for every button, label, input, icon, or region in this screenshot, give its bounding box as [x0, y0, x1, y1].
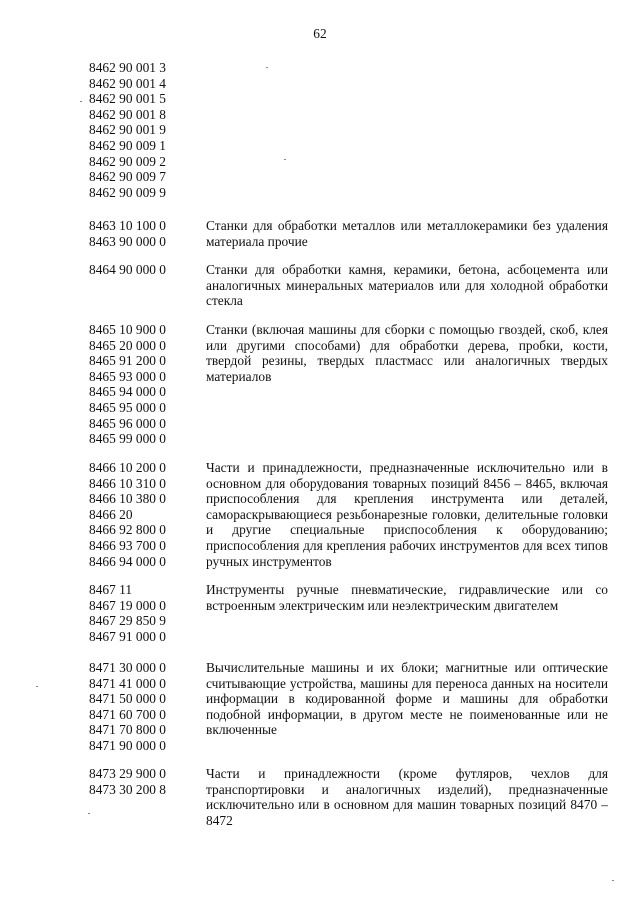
- initial-code-list: [89, 60, 199, 200]
- tariff-code: 8465 10 900 0: [89, 322, 166, 337]
- tariff-code: 8464 90 000 0: [89, 262, 166, 277]
- group-description: Инструменты ручные пневматические, гидравлические или со встроенным электрическим или неэлектрическим двигателем: [206, 582, 608, 613]
- scan-speck: [284, 159, 286, 160]
- tariff-code: 8462 90 001 4: [89, 75, 166, 91]
- group-code-list: [89, 322, 201, 447]
- tariff-code: 8465 95 000 0: [89, 399, 166, 415]
- scan-speck: [266, 67, 268, 68]
- tariff-code: 8471 41 000 0: [89, 675, 166, 691]
- tariff-code: 8471 70 800 0: [89, 722, 166, 738]
- tariff-code: 8463 90 000 0: [89, 233, 166, 249]
- tariff-code: 8462 90 001 3: [89, 60, 166, 75]
- tariff-code: 8465 99 000 0: [89, 431, 166, 447]
- tariff-code: 8467 29 850 9: [89, 613, 166, 629]
- tariff-code: 8466 20: [89, 506, 133, 522]
- tariff-code: 8462 90 009 1: [89, 137, 166, 153]
- tariff-code: 8465 91 200 0: [89, 353, 166, 369]
- tariff-code: 8462 90 009 7: [89, 169, 166, 185]
- tariff-code: 8466 94 000 0: [89, 553, 166, 569]
- tariff-code: 8465 94 000 0: [89, 384, 166, 400]
- tariff-code: 8466 93 700 0: [89, 537, 166, 553]
- scan-speck: [80, 101, 82, 102]
- group-code-list: [89, 262, 201, 278]
- group-code-list: [89, 460, 201, 569]
- scan-speck: [612, 880, 614, 881]
- tariff-code: 8463 10 100 0: [89, 218, 166, 233]
- tariff-code: 8471 60 700 0: [89, 706, 166, 722]
- tariff-code: 8471 30 000 0: [89, 660, 166, 675]
- group-description: Части и принадлежности (кроме футляров, чехлов для транспортировки и аналогичных изделий), предназначенные исключительно или в основном для машин товарных позиций 8470 – 8472: [206, 766, 608, 828]
- tariff-code: 8462 90 001 5: [89, 91, 166, 107]
- tariff-code: 8462 90 001 9: [89, 122, 166, 138]
- tariff-code: 8473 29 900 0: [89, 766, 166, 781]
- tariff-code: 8466 10 200 0: [89, 460, 166, 475]
- tariff-code: 8462 90 009 2: [89, 153, 166, 169]
- scan-speck: [88, 813, 90, 814]
- group-description: Станки для обработки камня, керамики, бетона, асбоцемента или аналогичных минеральных материалов или для холодной обработки стекла: [206, 262, 608, 309]
- tariff-code: 8466 10 310 0: [89, 475, 166, 491]
- group-description: Станки для обработки металлов или металлокерамики без удаления материала прочие: [206, 218, 608, 249]
- group-description: Вычислительные машины и их блоки; магнитные или оптические считывающие устройства, машины для переноса данных на носители информации в кодированной форме и машины для обработки подобной информации, в другом месте не поименованные или не включенные: [206, 660, 608, 738]
- page-number: 62: [313, 26, 327, 41]
- tariff-code: 8467 91 000 0: [89, 628, 166, 644]
- group-code-list: [89, 766, 201, 797]
- group-code-list: [89, 582, 201, 644]
- tariff-code: 8471 50 000 0: [89, 691, 166, 707]
- tariff-code: 8462 90 001 8: [89, 106, 166, 122]
- group-code-list: [89, 218, 201, 249]
- tariff-code: 8465 20 000 0: [89, 337, 166, 353]
- tariff-code: 8465 93 000 0: [89, 368, 166, 384]
- group-code-list: [89, 660, 201, 754]
- tariff-code: 8471 90 000 0: [89, 737, 166, 753]
- scan-speck: [36, 686, 38, 687]
- group-description: Части и принадлежности, предназначенные исключительно или в основном для оборудования товарных позиций 8456 – 8465, включая приспособления для крепления инструмента или деталей, самораскрывающиеся резьбонарезные головки, делительные головки и другие специальные приспособления к оборудованию; приспособления для крепления рабочих инструментов для всех типов ручных инструментов: [206, 460, 608, 569]
- tariff-code: 8467 11: [89, 582, 133, 597]
- tariff-code: 8473 30 200 8: [89, 781, 166, 797]
- tariff-code: 8465 96 000 0: [89, 415, 166, 431]
- tariff-code: 8466 10 380 0: [89, 491, 166, 507]
- group-description: Станки (включая машины для сборки с помощью гвоздей, скоб, клея или другими способами) для обработки дерева, пробки, кости, твердой резины, твердых пластмасс или аналогичных твердых материалов: [206, 322, 608, 384]
- tariff-code: 8467 19 000 0: [89, 597, 166, 613]
- tariff-code: 8466 92 800 0: [89, 522, 166, 538]
- tariff-code: 8462 90 009 9: [89, 184, 166, 200]
